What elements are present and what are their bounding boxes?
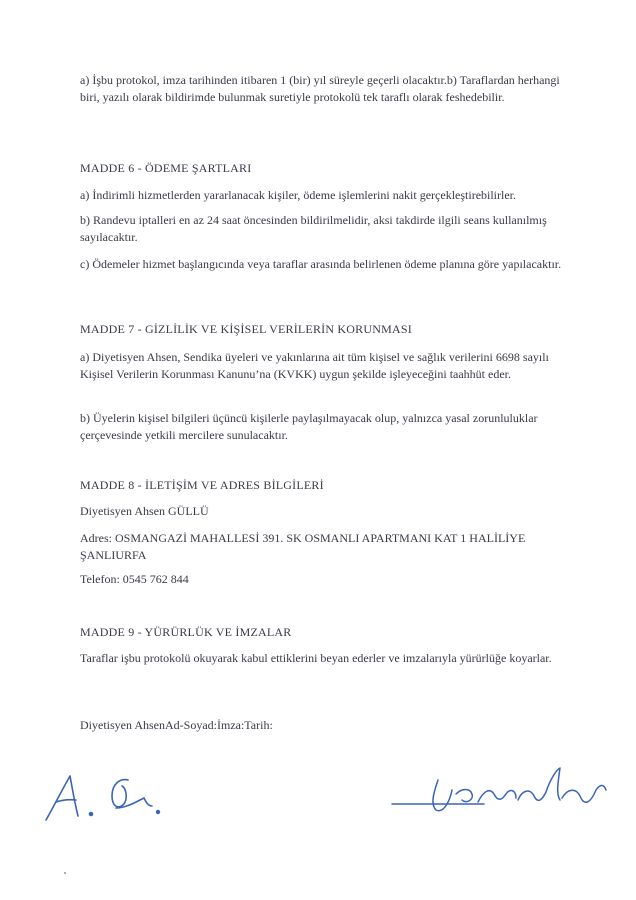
contact-address: Adres: OSMANGAZİ MAHALLESİ 391. SK OSMANLI APARTMANI KAT 1 HALİLİYE ŞANLIURFA <box>80 531 526 562</box>
signature-member <box>390 760 610 820</box>
madde-9-title: MADDE 9 - YÜRÜRLÜK VE İMZALAR <box>80 625 292 639</box>
intro-paragraph: a) İşbu protokol, imza tarihinden itibaren 1 (bir) yıl süreyle geçerli olacaktır.b) Taraflardan herhangi biri, yazılı olarak bildirimde bulunmak suretiyle protokolü tek taraflı olarak feshedebilir. <box>80 73 560 104</box>
signature-ahsen <box>36 762 166 832</box>
madde-6-clause-b: b) Randevu iptalleri en az 24 saat öncesinden bildirilmelidir, aksi takdirde ilgili seans kullanılmış sayılacaktır. <box>80 213 547 244</box>
madde-7-title: MADDE 7 - GİZLİLİK VE KİŞİSEL VERİLERİN KORUNMASI <box>80 322 412 336</box>
madde-9-text: Taraflar işbu protokolü okuyarak kabul ettiklerini beyan ederler ve imzalarıyla yürürlüğe koyarlar. <box>80 651 552 665</box>
signature-line: Diyetisyen AhsenAd-Soyad:İmza:Tarih: <box>80 718 273 732</box>
madde-6-title: MADDE 6 - ÖDEME ŞARTLARI <box>80 161 252 175</box>
contact-name: Diyetisyen Ahsen GÜLLÜ <box>80 504 209 518</box>
scan-speck <box>64 872 66 874</box>
madde-7-clause-b: b) Üyelerin kişisel bilgileri üçüncü kişilerle paylaşılmayacak olup, yalnızca yasal zorunluluklar çerçevesinde yetkili mercilere sunulacaktır. <box>80 411 538 442</box>
madde-7-clause-a: a) Diyetisyen Ahsen, Sendika üyeleri ve yakınlarına ait tüm kişisel ve sağlık verilerini 6698 sayılı Kişisel Verilerin Korunması Kanunu’na (KVKK) uygun şekilde işleyeceğini taahhüt eder. <box>80 350 549 381</box>
madde-6-clause-a: a) İndirimli hizmetlerden yararlanacak kişiler, ödeme işlemlerini nakit gerçekleştirebilirler. <box>80 188 517 202</box>
madde-8-title: MADDE 8 - İLETİŞİM VE ADRES BİLGİLERİ <box>80 478 324 492</box>
madde-6-clause-c: c) Ödemeler hizmet başlangıcında veya taraflar arasında belirlenen ödeme planına göre yapılacaktır. <box>80 257 562 271</box>
contact-phone: Telefon: 0545 762 844 <box>80 572 189 586</box>
